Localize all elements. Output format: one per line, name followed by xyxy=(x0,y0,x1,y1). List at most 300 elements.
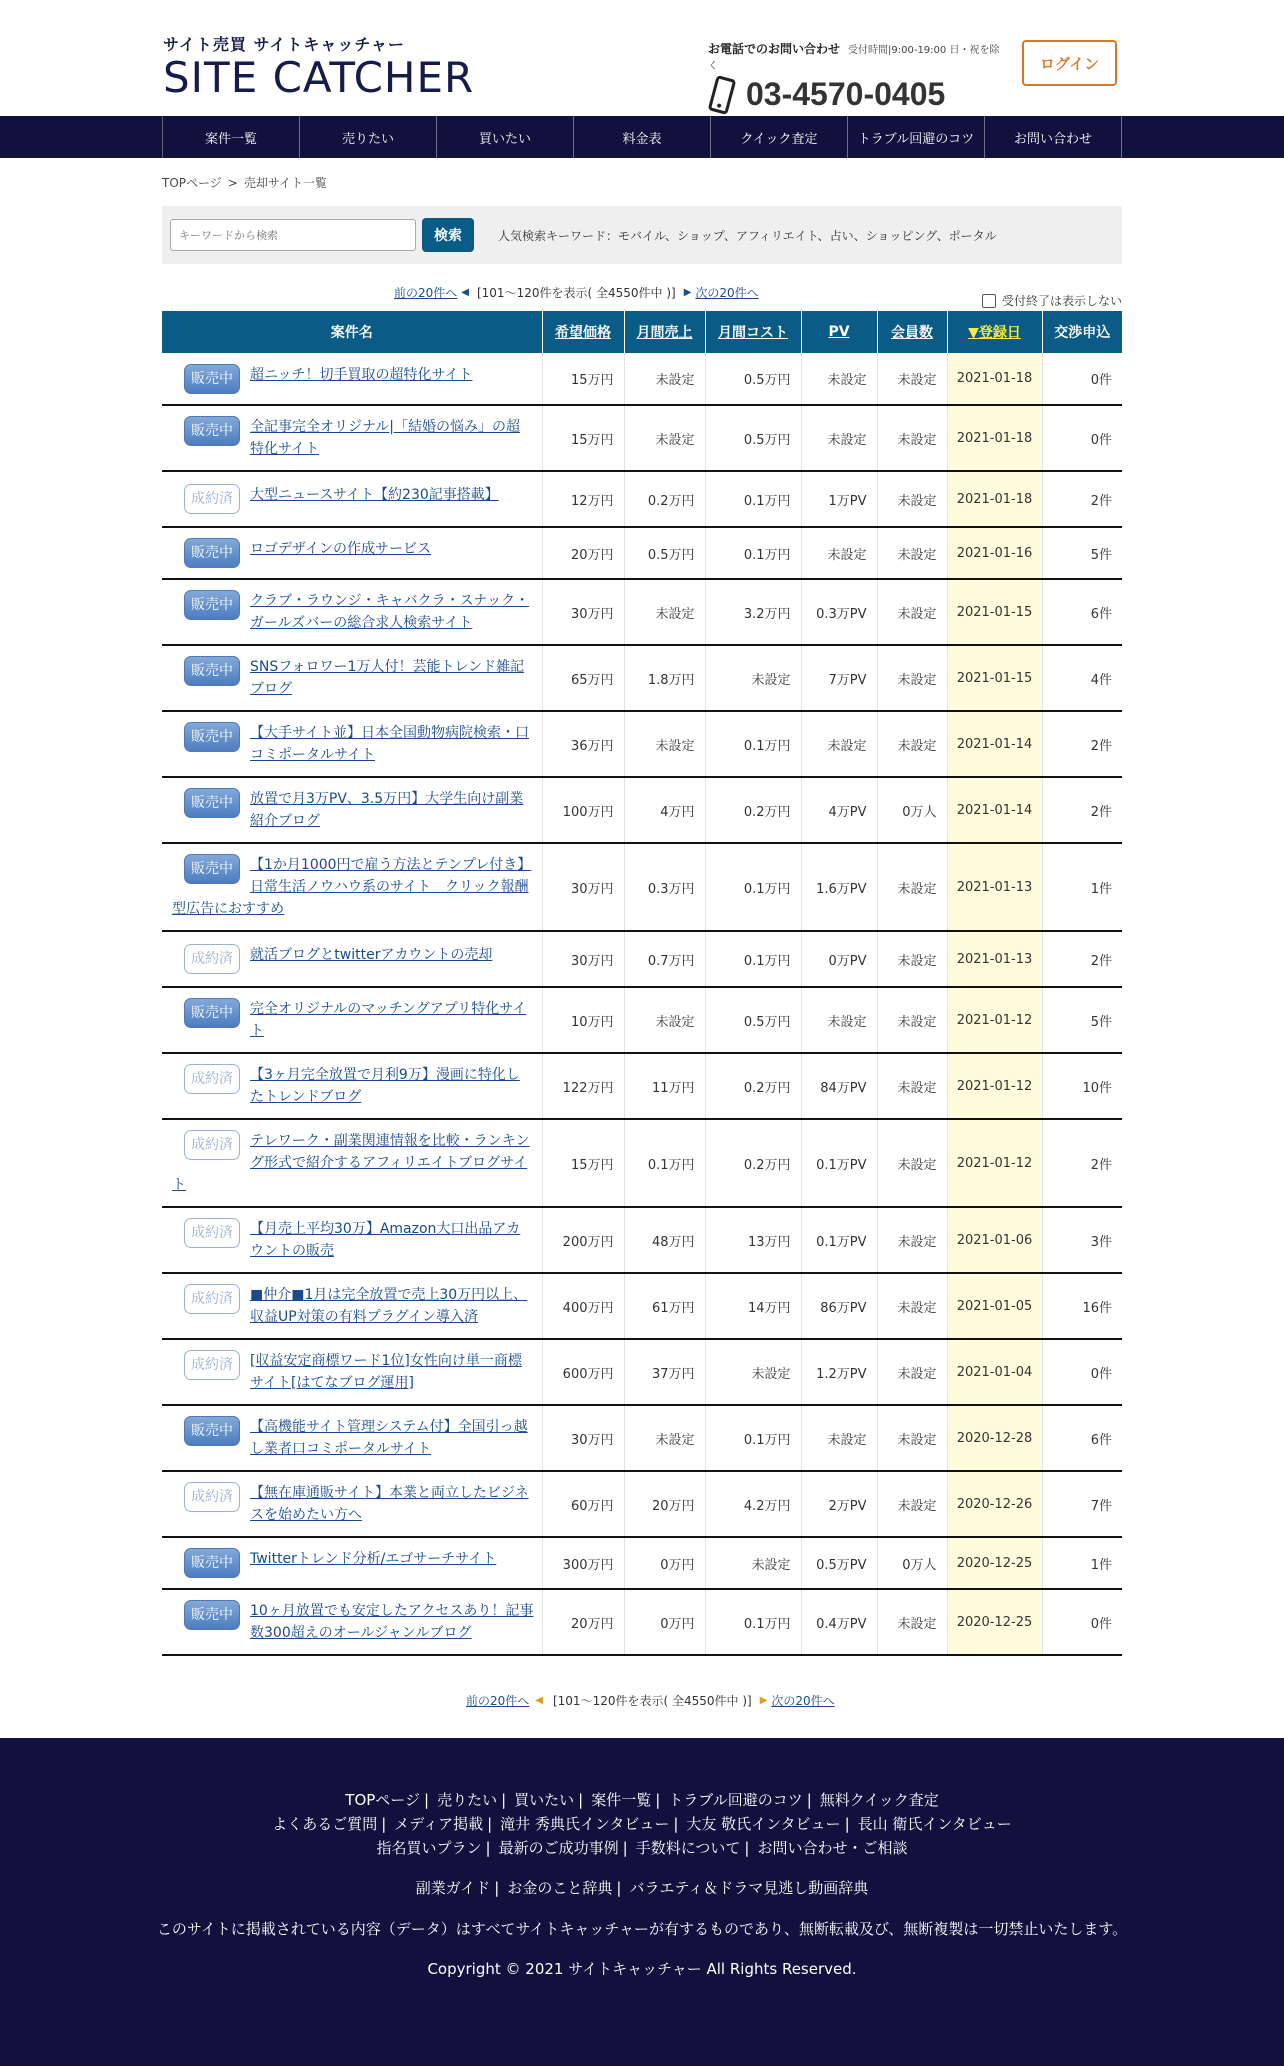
global-nav xyxy=(0,116,1284,158)
members-cell: 0万人 xyxy=(877,1537,947,1589)
table-row xyxy=(162,1053,1122,1119)
listing-title-link[interactable]: 【月売上平均30万】Amazon大口出品アカウントの販売 xyxy=(250,1221,521,1259)
listing-title-link[interactable]: テレワーク・副業関連情報を比較・ランキング形式で紹介するアフィリエイトブログサイト xyxy=(172,1133,530,1193)
sales-cell: 未設定 xyxy=(624,987,705,1053)
table-row xyxy=(162,527,1122,579)
status-badge: 販売中 xyxy=(184,1548,240,1578)
nav-item-3[interactable]: 料金表 xyxy=(574,116,711,158)
table-row xyxy=(162,1273,1122,1339)
sales-cell: 未設定 xyxy=(624,405,705,471)
sales-cell: 20万円 xyxy=(624,1471,705,1537)
hide-closed-checkbox[interactable] xyxy=(982,294,996,308)
nav-item-2[interactable]: 買いたい xyxy=(437,116,574,158)
sales-cell: 0.5万円 xyxy=(624,527,705,579)
offers-cell: 0件 xyxy=(1042,405,1122,471)
table-row xyxy=(162,777,1122,843)
date-cell: 2021-01-18 xyxy=(947,405,1042,471)
table-row xyxy=(162,1207,1122,1273)
pv-cell: 未設定 xyxy=(801,987,877,1053)
col-price[interactable]: 希望価格 xyxy=(542,311,624,353)
listing-title-cell xyxy=(162,711,542,777)
cost-cell: 未設定 xyxy=(705,645,801,711)
pv-cell: 未設定 xyxy=(801,711,877,777)
listing-title-cell xyxy=(162,1537,542,1589)
phone-contact xyxy=(708,40,1008,113)
price-cell: 400万円 xyxy=(542,1273,624,1339)
footer-link[interactable]: 最新のご成功事例 xyxy=(498,1839,619,1857)
sales-cell: 0.1万円 xyxy=(624,1119,705,1207)
footer-link[interactable]: 案件一覧 xyxy=(591,1791,652,1809)
status-badge: 成約済 xyxy=(184,1284,240,1314)
listing-title-link[interactable]: 【無在庫通販サイト】本業と両立したビジネスを始めたい方へ xyxy=(250,1485,529,1523)
sales-cell: 11万円 xyxy=(624,1053,705,1119)
listing-title-link[interactable]: 全記事完全オリジナル|「結婚の悩み」の超特化サイト xyxy=(250,419,521,457)
listing-table xyxy=(162,311,1122,1656)
nav-item-1[interactable]: 売りたい xyxy=(300,116,437,158)
date-cell: 2020-12-25 xyxy=(947,1589,1042,1655)
pv-cell: 0.1万PV xyxy=(801,1207,877,1273)
members-cell: 未設定 xyxy=(877,1589,947,1655)
pv-cell: 1万PV xyxy=(801,471,877,527)
price-cell: 15万円 xyxy=(542,405,624,471)
listing-title-link[interactable]: クラブ・ラウンジ・キャバクラ・スナック・ガールズバーの総合求人検索サイト xyxy=(250,593,530,631)
footer-notice: このサイトに掲載されている内容（データ）はすべてサイトキャッチャーが有するものであり、無断転載及び、無断複製は一切禁止いたします。 xyxy=(156,1920,1128,1938)
sales-cell: 未設定 xyxy=(624,1405,705,1471)
next-page-link-bottom[interactable]: 次の20件へ xyxy=(771,1694,835,1708)
price-cell: 20万円 xyxy=(542,1589,624,1655)
listing-title-link[interactable]: Twitterトレンド分析/エゴサーチサイト xyxy=(250,1551,497,1567)
footer-separator: | xyxy=(622,1839,628,1857)
offers-cell: 2件 xyxy=(1042,777,1122,843)
nav-item-5[interactable]: トラブル回避のコツ xyxy=(848,116,985,158)
status-badge: 成約済 xyxy=(184,1350,240,1380)
listing-title-cell xyxy=(162,405,542,471)
pv-cell: 84万PV xyxy=(801,1053,877,1119)
footer-link[interactable]: バラエティ＆ドラマ見逃し動画辞典 xyxy=(629,1879,869,1897)
listing-title-cell xyxy=(162,353,542,405)
footer-separator: | xyxy=(501,1791,507,1809)
pager-info-bottom: [101～120件を表示( 全4550件中 )] xyxy=(552,1694,752,1708)
sales-cell: 未設定 xyxy=(624,711,705,777)
offers-cell: 7件 xyxy=(1042,1471,1122,1537)
listing-title-cell xyxy=(162,843,542,931)
footer-separator: | xyxy=(655,1791,661,1809)
date-cell: 2021-01-13 xyxy=(947,931,1042,987)
table-row xyxy=(162,1339,1122,1405)
price-cell: 30万円 xyxy=(542,579,624,645)
offers-cell: 2件 xyxy=(1042,1119,1122,1207)
listing-title-link[interactable]: 【大手サイト並】日本全国動物病院検索・口コミポータルサイト xyxy=(250,725,530,763)
cost-cell: 13万円 xyxy=(705,1207,801,1273)
login-button[interactable]: ログイン xyxy=(1022,40,1117,86)
table-row xyxy=(162,711,1122,777)
members-cell: 未設定 xyxy=(877,405,947,471)
cost-cell: 0.1万円 xyxy=(705,471,801,527)
contact-label: お電話でのお問い合わせ xyxy=(708,42,841,56)
sales-cell: 0万円 xyxy=(624,1537,705,1589)
price-cell: 30万円 xyxy=(542,843,624,931)
footer-link[interactable]: よくあるご質問 xyxy=(272,1815,378,1833)
status-badge: 販売中 xyxy=(184,722,240,752)
status-badge: 成約済 xyxy=(184,1064,240,1094)
offers-cell: 1件 xyxy=(1042,843,1122,931)
table-row xyxy=(162,1537,1122,1589)
cost-cell: 0.5万円 xyxy=(705,353,801,405)
date-cell: 2021-01-18 xyxy=(947,353,1042,405)
footer-link[interactable]: 売りたい xyxy=(437,1791,498,1809)
sales-cell: 4万円 xyxy=(624,777,705,843)
footer-separator: | xyxy=(485,1839,491,1857)
footer-link[interactable]: 手数料について xyxy=(635,1839,741,1857)
footer-link[interactable]: 無料クイック査定 xyxy=(819,1791,939,1809)
table-row xyxy=(162,843,1122,931)
footer-separator: | xyxy=(616,1879,622,1897)
listing-title-link[interactable]: 放置で月3万PV、3.5万円】大学生向け副業紹介ブログ xyxy=(250,791,524,829)
listing-title-cell xyxy=(162,1471,542,1537)
date-cell: 2021-01-04 xyxy=(947,1339,1042,1405)
status-badge: 販売中 xyxy=(184,1416,240,1446)
cost-cell: 4.2万円 xyxy=(705,1471,801,1537)
date-cell: 2021-01-18 xyxy=(947,471,1042,527)
cost-cell: 0.1万円 xyxy=(705,527,801,579)
price-cell: 10万円 xyxy=(542,987,624,1053)
listing-title-link[interactable]: 【3ヶ月完全放置で月利9万】漫画に特化したトレンドブログ xyxy=(250,1067,520,1105)
table-row xyxy=(162,471,1122,527)
price-cell: 200万円 xyxy=(542,1207,624,1273)
listing-title-link[interactable]: 10ヶ月放置でも安定したアクセスあり！記事数300超えのオールジャンルブログ xyxy=(250,1603,534,1641)
listing-title-cell xyxy=(162,527,542,579)
date-cell: 2021-01-14 xyxy=(947,777,1042,843)
offers-cell: 1件 xyxy=(1042,1537,1122,1589)
footer-separator: | xyxy=(424,1791,430,1809)
footer-link[interactable]: TOPページ xyxy=(345,1791,420,1809)
members-cell: 未設定 xyxy=(877,1339,947,1405)
members-cell: 未設定 xyxy=(877,1207,947,1273)
listing-title-link[interactable]: SNSフォロワー1万人付！芸能トレンド雑記ブログ xyxy=(250,659,525,697)
pager-bottom xyxy=(466,1692,835,1709)
price-cell: 15万円 xyxy=(542,353,624,405)
date-cell: 2021-01-15 xyxy=(947,579,1042,645)
date-cell: 2021-01-05 xyxy=(947,1273,1042,1339)
offers-cell: 5件 xyxy=(1042,987,1122,1053)
footer-link[interactable]: 大友 敬氏インタビュー xyxy=(686,1815,841,1833)
listing-title-link[interactable]: 【1か月1000円で雇う方法とテンプレ付き】日常生活ノウハウ系のサイト クリック報酬型広告におすすめ xyxy=(172,857,532,917)
price-cell: 36万円 xyxy=(542,711,624,777)
status-badge: 成約済 xyxy=(184,1218,240,1248)
prev-arrow-icon: ◀ xyxy=(461,287,469,298)
table-row xyxy=(162,353,1122,405)
phone-icon xyxy=(708,75,737,115)
price-cell: 300万円 xyxy=(542,1537,624,1589)
sales-cell: 0万円 xyxy=(624,1589,705,1655)
date-cell: 2021-01-14 xyxy=(947,711,1042,777)
table-row xyxy=(162,1589,1122,1655)
cost-cell: 3.2万円 xyxy=(705,579,801,645)
footer-separator: | xyxy=(844,1815,850,1833)
sales-cell: 1.8万円 xyxy=(624,645,705,711)
site-logo[interactable] xyxy=(163,32,474,101)
offers-cell: 0件 xyxy=(1042,1589,1122,1655)
date-cell: 2021-01-16 xyxy=(947,527,1042,579)
date-cell: 2020-12-28 xyxy=(947,1405,1042,1471)
pv-cell: 86万PV xyxy=(801,1273,877,1339)
members-cell: 未設定 xyxy=(877,987,947,1053)
next-arrow-icon-bottom: ▶ xyxy=(759,1695,768,1706)
pv-cell: 0.4万PV xyxy=(801,1589,877,1655)
footer-link[interactable]: 副業ガイド xyxy=(415,1879,491,1897)
listing-title-cell xyxy=(162,1589,542,1655)
col-title: 案件名 xyxy=(162,311,542,353)
footer-link[interactable]: トラブル回避のコツ xyxy=(668,1791,803,1809)
pv-cell: 0.3万PV xyxy=(801,579,877,645)
sales-cell: 48万円 xyxy=(624,1207,705,1273)
pv-cell: 0万PV xyxy=(801,931,877,987)
status-badge: 販売中 xyxy=(184,1600,240,1630)
price-cell: 12万円 xyxy=(542,471,624,527)
status-badge: 販売中 xyxy=(184,656,240,686)
footer-separator: | xyxy=(673,1815,679,1833)
pv-cell: 未設定 xyxy=(801,405,877,471)
cost-cell: 未設定 xyxy=(705,1537,801,1589)
listing-title-cell xyxy=(162,777,542,843)
contact-hours: 受付時間|9:00-19:00 日・祝を除く xyxy=(708,45,1000,72)
date-cell: 2021-01-12 xyxy=(947,1053,1042,1119)
listing-title-link[interactable]: 大型ニュースサイト【約230記事搭載】 xyxy=(250,487,499,503)
price-cell: 100万円 xyxy=(542,777,624,843)
sales-cell: 61万円 xyxy=(624,1273,705,1339)
status-badge: 販売中 xyxy=(184,364,240,394)
col-offers: 交渉申込 xyxy=(1042,311,1122,353)
footer-links xyxy=(0,1788,1284,1860)
hide-closed-filter[interactable] xyxy=(982,292,1122,309)
offers-cell: 10件 xyxy=(1042,1053,1122,1119)
col-sales[interactable]: 月間売上 xyxy=(624,311,705,353)
listing-title-cell xyxy=(162,1273,542,1339)
sales-cell: 0.7万円 xyxy=(624,931,705,987)
col-date[interactable]: ▼登録日 xyxy=(947,311,1042,353)
search-input[interactable] xyxy=(170,219,416,251)
date-cell: 2020-12-25 xyxy=(947,1537,1042,1589)
offers-cell: 2件 xyxy=(1042,471,1122,527)
date-cell: 2021-01-12 xyxy=(947,1119,1042,1207)
listing-title-link[interactable]: ■仲介■1月は完全放置で売上30万円以上、収益UP対策の有料プラグイン導入済 xyxy=(250,1287,528,1325)
sales-cell: 0.2万円 xyxy=(624,471,705,527)
offers-cell: 6件 xyxy=(1042,579,1122,645)
listing-title-link[interactable]: ロゴデザインの作成サービス xyxy=(250,541,432,557)
next-arrow-icon: ▶ xyxy=(683,287,692,298)
offers-cell: 16件 xyxy=(1042,1273,1122,1339)
offers-cell: 4件 xyxy=(1042,645,1122,711)
breadcrumb-separator: > xyxy=(227,176,238,190)
footer-copyright: Copyright © 2021 サイトキャッチャー All Rights Reserved. xyxy=(427,1960,857,1978)
footer-separator: | xyxy=(744,1839,750,1857)
price-cell: 20万円 xyxy=(542,527,624,579)
date-cell: 2021-01-13 xyxy=(947,843,1042,931)
cost-cell: 0.5万円 xyxy=(705,405,801,471)
members-cell: 未設定 xyxy=(877,471,947,527)
status-badge: 販売中 xyxy=(184,788,240,818)
cost-cell: 14万円 xyxy=(705,1273,801,1339)
sales-cell: 未設定 xyxy=(624,579,705,645)
status-badge: 販売中 xyxy=(184,590,240,620)
listing-title-cell xyxy=(162,1053,542,1119)
offers-cell: 2件 xyxy=(1042,931,1122,987)
footer-link[interactable]: お問い合わせ・ご相談 xyxy=(757,1839,908,1857)
members-cell: 未設定 xyxy=(877,645,947,711)
popular-keywords: 人気検索キーワード：モバイル、ショップ、アフィリエイト、占い、ショッピング、ポータル xyxy=(498,229,997,243)
breadcrumb xyxy=(162,174,327,191)
members-cell: 0万人 xyxy=(877,777,947,843)
nav-item-4[interactable]: クイック査定 xyxy=(711,116,848,158)
date-cell: 2021-01-12 xyxy=(947,987,1042,1053)
members-cell: 未設定 xyxy=(877,843,947,931)
table-row xyxy=(162,1119,1122,1207)
price-cell: 65万円 xyxy=(542,645,624,711)
date-cell: 2020-12-26 xyxy=(947,1471,1042,1537)
cost-cell: 0.1万円 xyxy=(705,1589,801,1655)
listing-title-cell xyxy=(162,579,542,645)
status-badge: 成約済 xyxy=(184,944,240,974)
status-badge: 成約済 xyxy=(184,1482,240,1512)
footer-separator: | xyxy=(806,1791,812,1809)
pv-cell: 4万PV xyxy=(801,777,877,843)
footer-link[interactable]: 買いたい xyxy=(514,1791,575,1809)
cost-cell: 未設定 xyxy=(705,1339,801,1405)
footer-link[interactable]: 滝井 秀典氏インタビュー xyxy=(500,1815,670,1833)
members-cell: 未設定 xyxy=(877,1405,947,1471)
offers-cell: 3件 xyxy=(1042,1207,1122,1273)
price-cell: 15万円 xyxy=(542,1119,624,1207)
breadcrumb-current: 売却サイト一覧 xyxy=(243,176,328,190)
pv-cell: 0.1万PV xyxy=(801,1119,877,1207)
footer-separator: | xyxy=(487,1815,493,1833)
price-cell: 122万円 xyxy=(542,1053,624,1119)
listing-title-link[interactable]: 【高機能サイト管理システム付】全国引っ越し業者口コミポータルサイト xyxy=(250,1419,528,1457)
phone-number[interactable]: 03-4570-0405 xyxy=(746,76,946,112)
members-cell: 未設定 xyxy=(877,1273,947,1339)
offers-cell: 2件 xyxy=(1042,711,1122,777)
status-badge: 販売中 xyxy=(184,538,240,568)
members-cell: 未設定 xyxy=(877,527,947,579)
pv-cell: 2万PV xyxy=(801,1471,877,1537)
footer-link[interactable]: メディア掲載 xyxy=(394,1815,484,1833)
footer-link[interactable]: 長山 衛氏インタビュー xyxy=(857,1815,1012,1833)
cost-cell: 0.2万円 xyxy=(705,1053,801,1119)
offers-cell: 5件 xyxy=(1042,527,1122,579)
offers-cell: 0件 xyxy=(1042,1339,1122,1405)
members-cell: 未設定 xyxy=(877,579,947,645)
status-badge: 成約済 xyxy=(184,1130,240,1160)
pv-cell: 1.6万PV xyxy=(801,843,877,931)
table-row xyxy=(162,987,1122,1053)
logo-subtitle: サイト売買 サイトキャッチャー xyxy=(163,35,405,54)
sales-cell: 0.3万円 xyxy=(624,843,705,931)
listing-title-cell xyxy=(162,987,542,1053)
cost-cell: 0.2万円 xyxy=(705,1119,801,1207)
price-cell: 30万円 xyxy=(542,931,624,987)
footer-separator: | xyxy=(494,1879,500,1897)
cost-cell: 0.1万円 xyxy=(705,711,801,777)
nav-item-6[interactable]: お問い合わせ xyxy=(985,116,1122,158)
footer-separator: | xyxy=(578,1791,584,1809)
members-cell: 未設定 xyxy=(877,1119,947,1207)
search-button[interactable]: 検索 xyxy=(422,218,474,252)
members-cell: 未設定 xyxy=(877,711,947,777)
status-badge: 成約済 xyxy=(184,484,240,514)
site-footer xyxy=(0,1738,1284,2066)
listing-title-link[interactable]: 完全オリジナルのマッチングアプリ特化サイト xyxy=(250,1001,527,1039)
breadcrumb-home[interactable]: TOPページ xyxy=(162,176,222,190)
footer-links-guides xyxy=(0,1876,1284,1900)
listing-title-cell xyxy=(162,471,542,527)
price-cell: 60万円 xyxy=(542,1471,624,1537)
offers-cell: 0件 xyxy=(1042,353,1122,405)
cost-cell: 0.1万円 xyxy=(705,1405,801,1471)
table-row xyxy=(162,1405,1122,1471)
col-members[interactable]: 会員数 xyxy=(877,311,947,353)
listing-title-cell xyxy=(162,1119,542,1207)
listing-title-cell xyxy=(162,1207,542,1273)
prev-page-link-bottom[interactable]: 前の20件へ xyxy=(466,1694,530,1708)
listing-title-link[interactable]: [収益安定商標ワード1位]女性向け単一商標サイト[はてなブログ運用] xyxy=(250,1353,522,1391)
date-cell: 2021-01-06 xyxy=(947,1207,1042,1273)
pv-cell: 未設定 xyxy=(801,527,877,579)
pv-cell: 未設定 xyxy=(801,1405,877,1471)
members-cell: 未設定 xyxy=(877,1471,947,1537)
price-cell: 30万円 xyxy=(542,1405,624,1471)
pv-cell: 未設定 xyxy=(801,353,877,405)
prev-page-link[interactable]: 前の20件へ xyxy=(394,286,458,300)
table-row xyxy=(162,1471,1122,1537)
pv-cell: 1.2万PV xyxy=(801,1339,877,1405)
footer-separator: | xyxy=(381,1815,387,1833)
table-row xyxy=(162,579,1122,645)
table-row xyxy=(162,931,1122,987)
hide-closed-label: 受付終了は表示しない xyxy=(1002,294,1123,308)
cost-cell: 0.1万円 xyxy=(705,843,801,931)
col-pv[interactable]: PV xyxy=(801,311,877,353)
sales-cell: 37万円 xyxy=(624,1339,705,1405)
members-cell: 未設定 xyxy=(877,931,947,987)
price-cell: 600万円 xyxy=(542,1339,624,1405)
footer-link[interactable]: 指名買いプラン xyxy=(376,1839,482,1857)
listing-title-cell xyxy=(162,645,542,711)
search-panel xyxy=(162,206,1122,264)
listing-title-link[interactable]: 就活ブログとtwitterアカウントの売却 xyxy=(250,947,493,963)
status-badge: 販売中 xyxy=(184,998,240,1028)
listing-title-cell xyxy=(162,1405,542,1471)
date-cell: 2021-01-15 xyxy=(947,645,1042,711)
pv-cell: 0.5万PV xyxy=(801,1537,877,1589)
status-badge: 販売中 xyxy=(184,854,240,884)
listing-title-link[interactable]: 超ニッチ！切手買取の超特化サイト xyxy=(250,366,473,383)
pv-cell: 7万PV xyxy=(801,645,877,711)
listing-title-cell xyxy=(162,931,542,987)
members-cell: 未設定 xyxy=(877,1053,947,1119)
table-row xyxy=(162,645,1122,711)
listing-title-cell xyxy=(162,1339,542,1405)
pager-top xyxy=(394,284,759,301)
table-row xyxy=(162,405,1122,471)
members-cell: 未設定 xyxy=(877,353,947,405)
status-badge: 販売中 xyxy=(184,416,240,446)
cost-cell: 0.1万円 xyxy=(705,931,801,987)
nav-item-0[interactable]: 案件一覧 xyxy=(163,116,300,158)
col-cost[interactable]: 月間コスト xyxy=(705,311,801,353)
next-page-link[interactable]: 次の20件へ xyxy=(695,286,759,300)
cost-cell: 0.5万円 xyxy=(705,987,801,1053)
footer-link[interactable]: お金のこと辞典 xyxy=(507,1879,613,1897)
